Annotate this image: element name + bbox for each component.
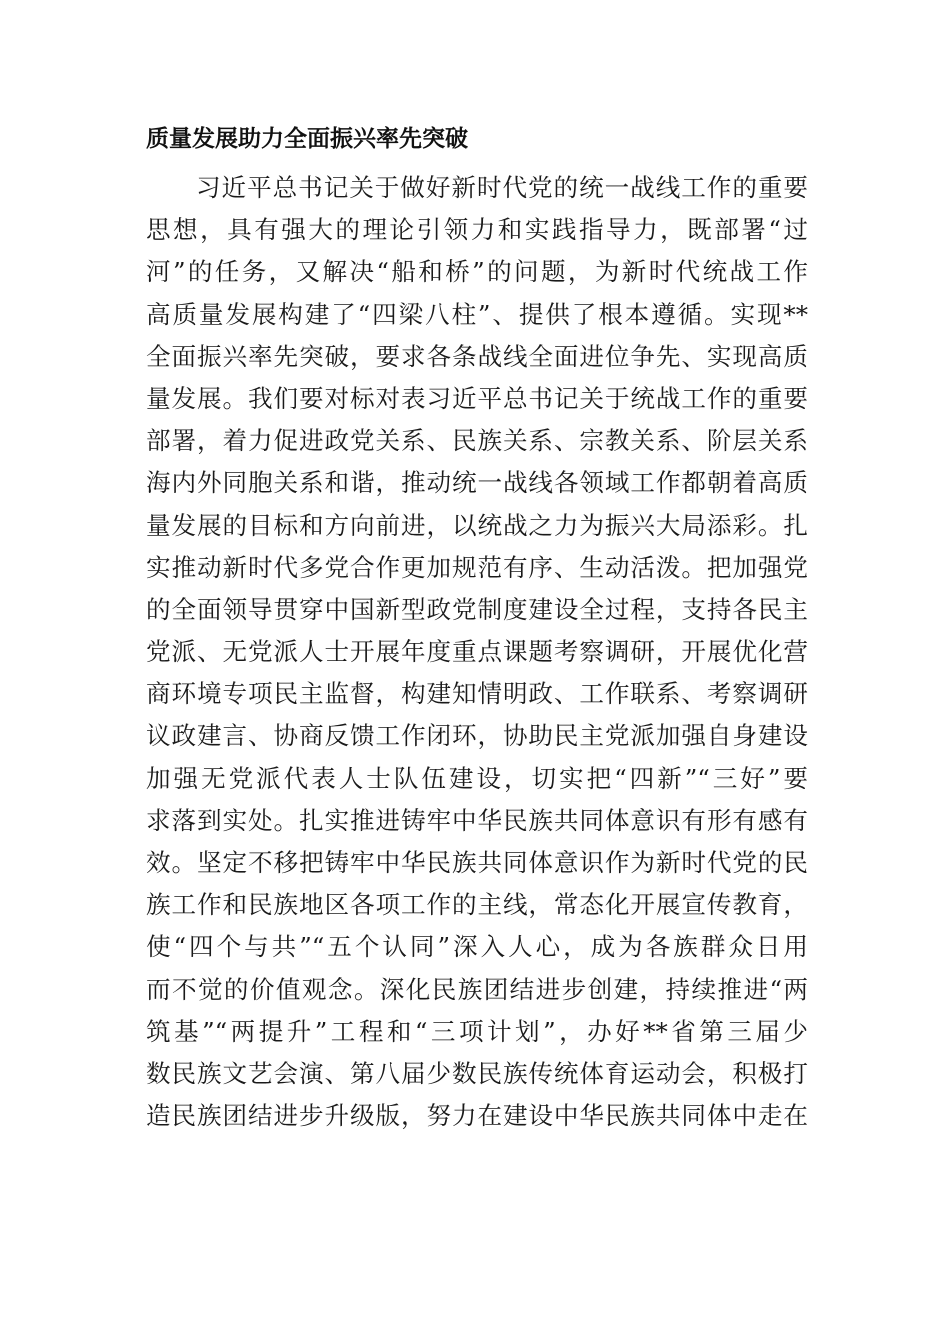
text-line: 而不觉的价值观念。深化民族团结进步创建，持续推进“两 [146,974,808,1004]
text-line: 族工作和民族地区各项工作的主线，常态化开展宣传教育， [146,890,808,920]
text-line: 海内外同胞关系和谐，推动统一战线各领域工作都朝着高质 [146,468,808,498]
text-line: 部署，着力促进政党关系、民族关系、宗教关系、阶层关系 [146,426,808,456]
text-line: 高质量发展构建了“四梁八柱”、提供了根本遵循。实现** [146,299,808,329]
text-line: 全面振兴率先突破，要求各条战线全面进位争先、实现高质 [146,341,808,371]
text-line: 思想，具有强大的理论引领力和实践指导力，既部署“过 [146,215,808,245]
text-line: 效。坚定不移把铸牢中华民族共同体意识作为新时代党的民 [146,848,808,877]
text-line: 河”的任务，又解决“船和桥”的问题，为新时代统战工作 [146,257,808,287]
text-line: 商环境专项民主监督，构建知情明政、工作联系、考察调研 [146,679,808,709]
document-body [146,167,808,1137]
text-line: 实推动新时代多党合作更加规范有序、生动活泼。把加强党 [146,552,808,582]
text-line: 议政建言、协商反馈工作闭环，协助民主党派加强自身建设 [146,721,808,751]
text-line: 加强无党派代表人士队伍建设，切实把“四新”“三好”要 [146,763,808,793]
text-line: 量发展。我们要对标对表习近平总书记关于统战工作的重要 [146,383,808,413]
text-line: 筑基”“两提升”工程和“三项计划”，办好**省第三届少 [146,1016,808,1046]
text-line: 党派、无党派人士开展年度重点课题考察调研，开展优化营 [146,637,808,667]
text-line: 的全面领导贯穿中国新型政党制度建设全过程，支持各民主 [146,594,808,624]
text-line: 造民族团结进步升级版，努力在建设中华民族共同体中走在 [146,1101,808,1131]
text-line: 习近平总书记关于做好新时代党的统一战线工作的重要 [196,173,808,202]
text-line: 使“四个与共”“五个认同”深入人心，成为各族群众日用 [146,932,808,962]
text-line: 求落到实处。扎实推进铸牢中华民族共同体意识有形有感有 [146,805,808,835]
text-line: 数民族文艺会演、第八届少数民族传统体育运动会，积极打 [146,1058,808,1088]
text-line: 量发展的目标和方向前进，以统战之力为振兴大局添彩。扎 [146,510,808,540]
document-title: 质量发展助力全面振兴率先突破 [146,126,468,152]
